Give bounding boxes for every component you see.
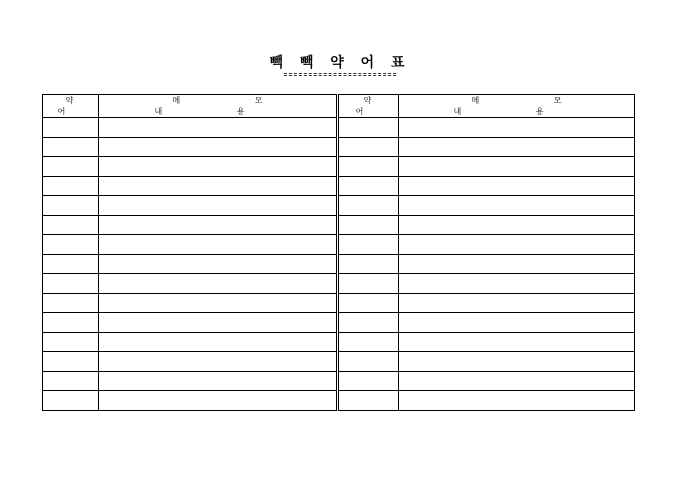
title-underline-second (284, 75, 396, 76)
cell-memo-right[interactable] (399, 196, 635, 216)
cell-memo-right[interactable] (399, 274, 635, 294)
table-row (43, 391, 635, 411)
cell-abbr-right[interactable] (338, 313, 399, 333)
cell-abbr-right[interactable] (338, 254, 399, 274)
cell-memo-left[interactable] (99, 235, 338, 255)
cell-abbr-right[interactable] (338, 157, 399, 177)
cell-memo-right[interactable] (399, 215, 635, 235)
cell-abbr-right[interactable] (338, 235, 399, 255)
cell-memo-left[interactable] (99, 176, 338, 196)
cell-memo-right[interactable] (399, 371, 635, 391)
cell-abbr-left[interactable] (43, 371, 99, 391)
cell-abbr-right[interactable] (338, 352, 399, 372)
cell-memo-left[interactable] (99, 313, 338, 333)
title-underline (284, 73, 396, 74)
cell-memo-left[interactable] (99, 391, 338, 411)
table-row (43, 215, 635, 235)
cell-abbr-left[interactable] (43, 118, 99, 138)
cell-abbr-left[interactable] (43, 332, 99, 352)
cell-memo-right[interactable] (399, 235, 635, 255)
header-memo-left: 메 모 내 용 (99, 95, 338, 118)
cell-abbr-left[interactable] (43, 215, 99, 235)
cell-abbr-left[interactable] (43, 391, 99, 411)
table-body (43, 118, 635, 411)
cell-abbr-right[interactable] (338, 215, 399, 235)
table-header-row (43, 95, 635, 118)
cell-abbr-left[interactable] (43, 293, 99, 313)
cell-abbr-right[interactable] (338, 332, 399, 352)
cell-abbr-left[interactable] (43, 254, 99, 274)
table-row (43, 118, 635, 138)
table-row (43, 176, 635, 196)
cell-memo-left[interactable] (99, 352, 338, 372)
cell-abbr-left[interactable] (43, 176, 99, 196)
cell-abbr-right[interactable] (338, 196, 399, 216)
cell-memo-right[interactable] (399, 332, 635, 352)
abbreviation-table (42, 94, 635, 411)
cell-abbr-left[interactable] (43, 137, 99, 157)
cell-memo-right[interactable] (399, 157, 635, 177)
cell-memo-left[interactable] (99, 254, 338, 274)
cell-memo-left[interactable] (99, 215, 338, 235)
cell-abbr-left[interactable] (43, 274, 99, 294)
cell-abbr-left[interactable] (43, 157, 99, 177)
table-row (43, 274, 635, 294)
cell-memo-right[interactable] (399, 391, 635, 411)
cell-abbr-right[interactable] (338, 391, 399, 411)
cell-memo-left[interactable] (99, 274, 338, 294)
cell-abbr-left[interactable] (43, 235, 99, 255)
table-row (43, 137, 635, 157)
cell-abbr-right[interactable] (338, 176, 399, 196)
table-row (43, 254, 635, 274)
cell-memo-right[interactable] (399, 313, 635, 333)
cell-memo-left[interactable] (99, 293, 338, 313)
cell-memo-left[interactable] (99, 157, 338, 177)
header-abbr-left: 약 어 (43, 95, 99, 118)
table-row (43, 293, 635, 313)
cell-memo-left[interactable] (99, 332, 338, 352)
cell-memo-right[interactable] (399, 176, 635, 196)
cell-memo-right[interactable] (399, 254, 635, 274)
table-row (43, 157, 635, 177)
cell-memo-right[interactable] (399, 352, 635, 372)
cell-abbr-right[interactable] (338, 137, 399, 157)
cell-memo-left[interactable] (99, 196, 338, 216)
cell-abbr-right[interactable] (338, 274, 399, 294)
cell-memo-left[interactable] (99, 371, 338, 391)
cell-memo-right[interactable] (399, 293, 635, 313)
header-abbr-right: 약 어 (338, 95, 399, 118)
table-row (43, 352, 635, 372)
cell-memo-left[interactable] (99, 118, 338, 138)
cell-abbr-right[interactable] (338, 371, 399, 391)
cell-abbr-right[interactable] (338, 118, 399, 138)
cell-memo-right[interactable] (399, 137, 635, 157)
cell-abbr-left[interactable] (43, 352, 99, 372)
table-row (43, 313, 635, 333)
table-row (43, 196, 635, 216)
cell-memo-left[interactable] (99, 137, 338, 157)
document-title: 빽 빽 약 어 표 (269, 55, 411, 71)
table-row (43, 235, 635, 255)
table-row (43, 332, 635, 352)
cell-memo-right[interactable] (399, 118, 635, 138)
cell-abbr-left[interactable] (43, 196, 99, 216)
cell-abbr-right[interactable] (338, 293, 399, 313)
header-memo-right: 메 모 내 용 (399, 95, 635, 118)
cell-abbr-left[interactable] (43, 313, 99, 333)
table-row (43, 371, 635, 391)
